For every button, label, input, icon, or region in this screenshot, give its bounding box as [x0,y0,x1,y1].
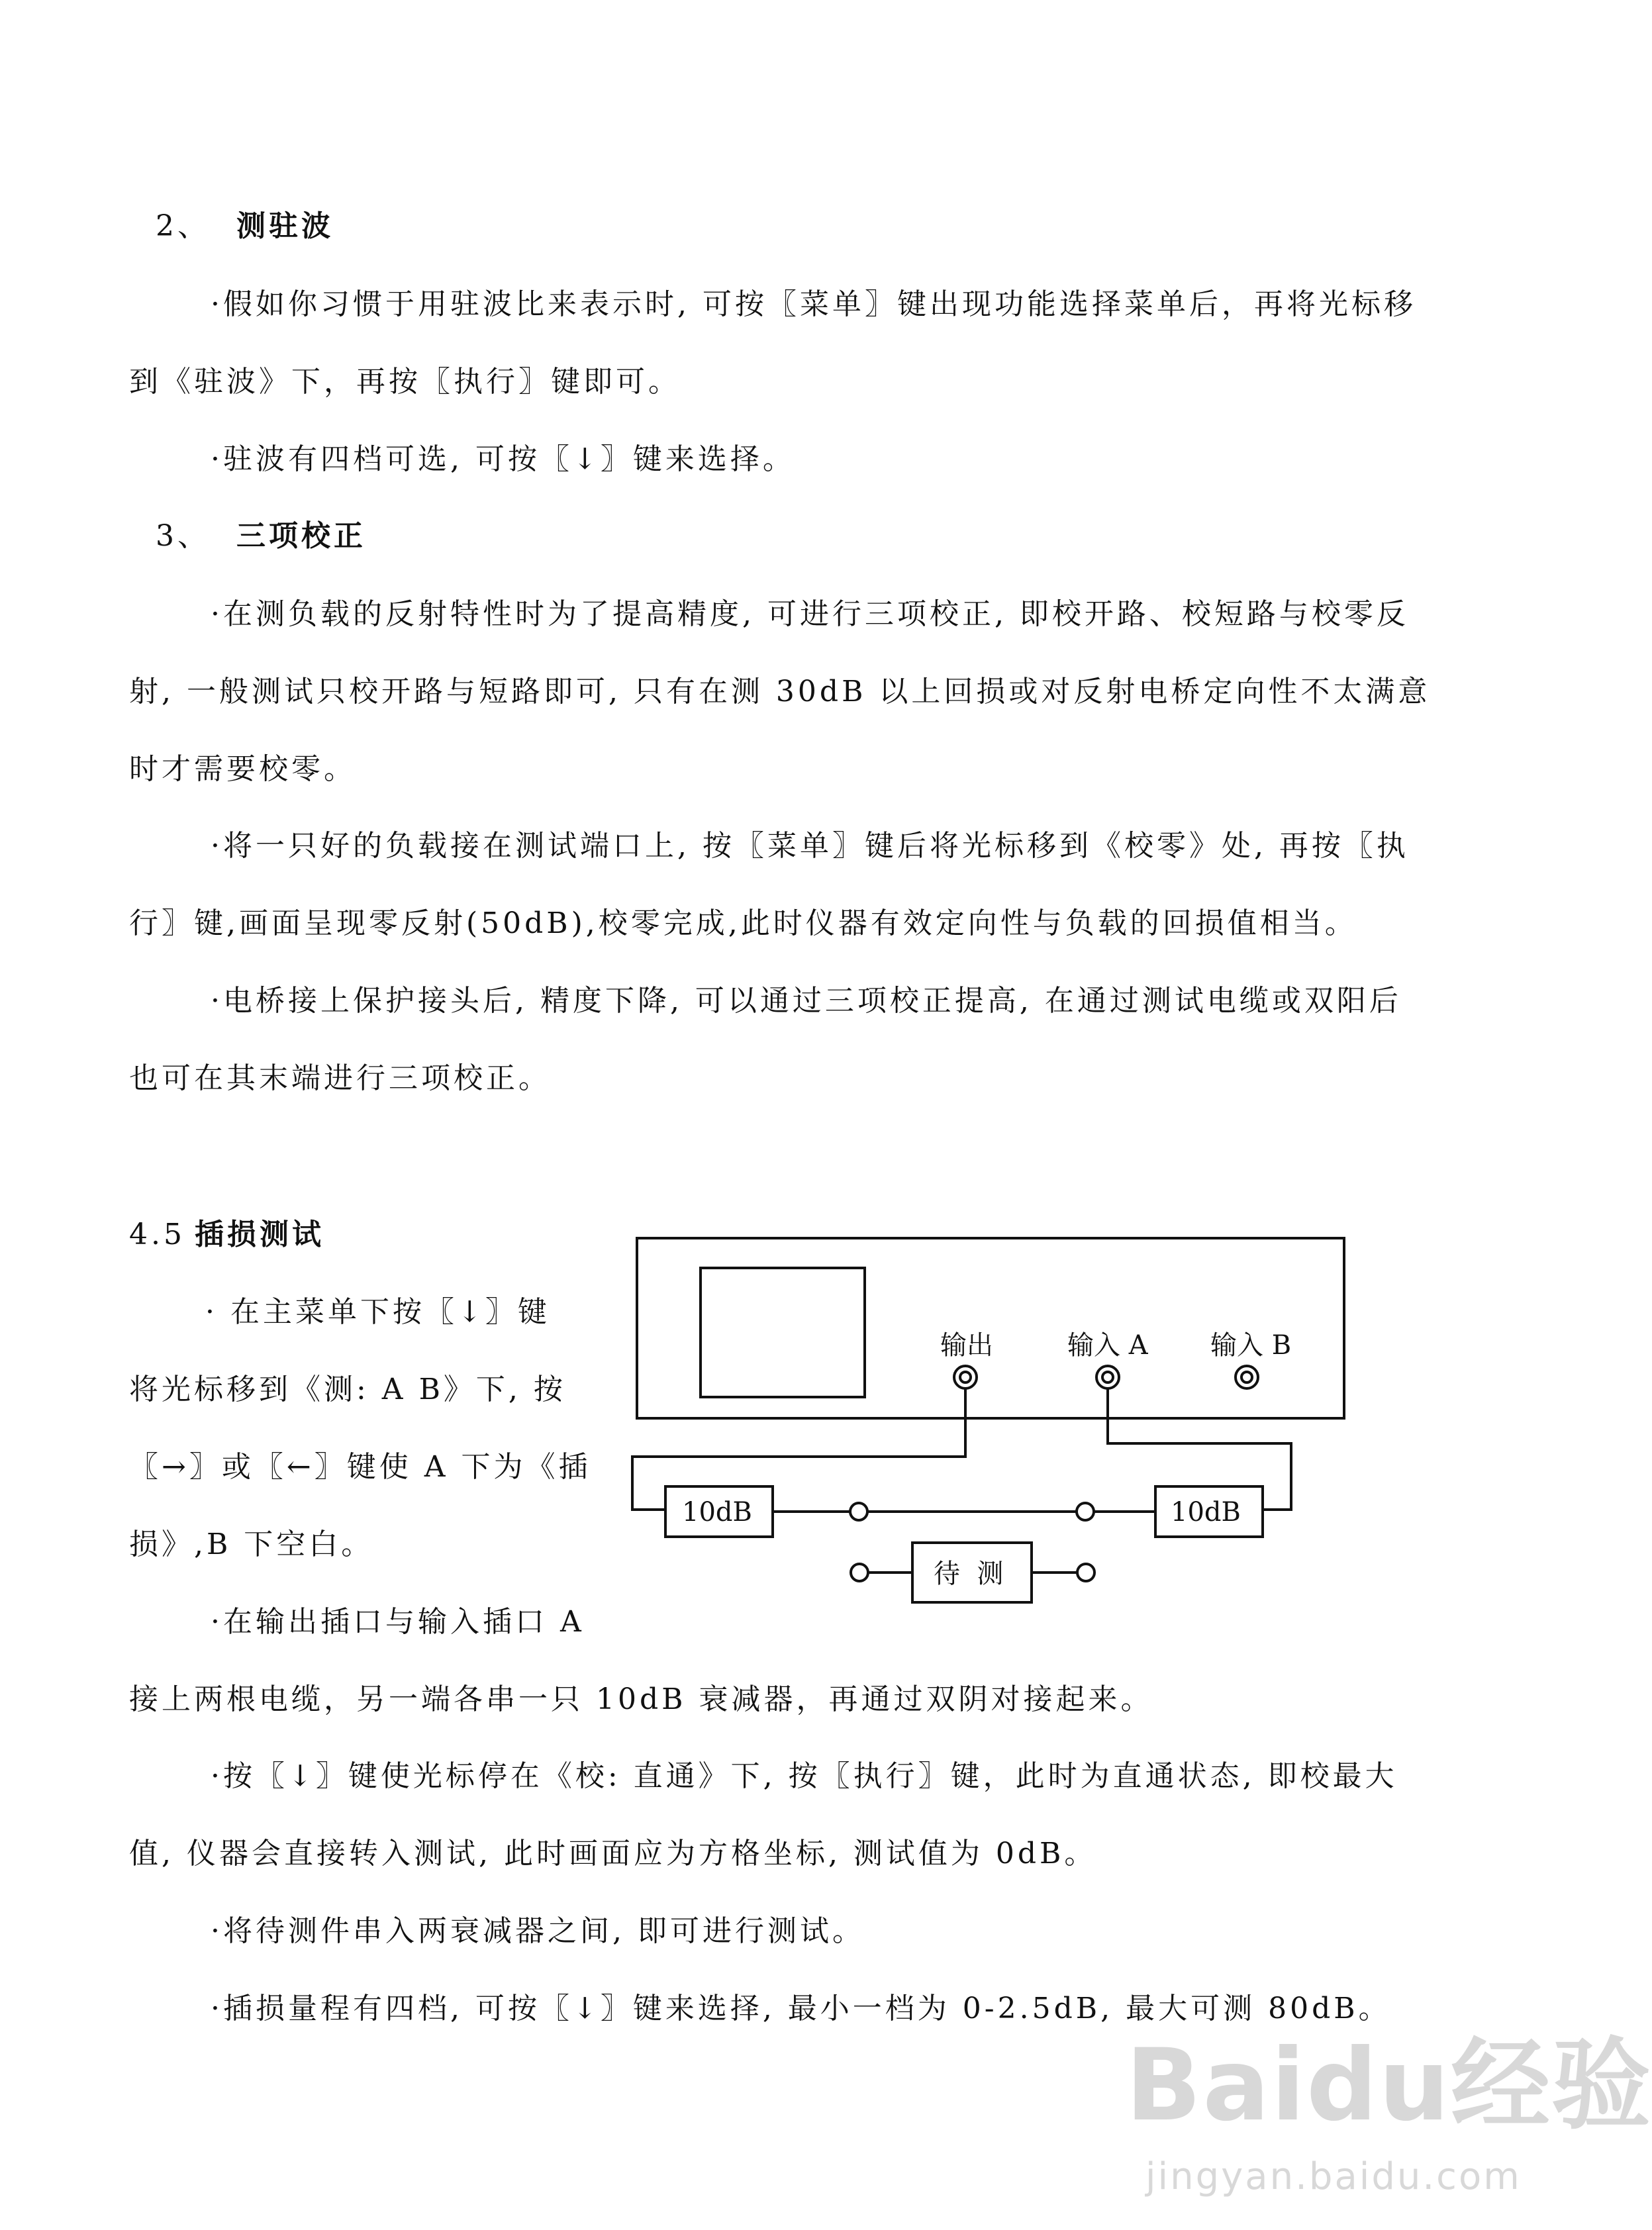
paragraph-line: 射, 一般测试只校开路与短路即可, 只有在测 30dB 以上回损或对反射电桥定向性不太满意 [129,675,1431,708]
section-title: 测驻波 [236,209,334,243]
section-number: 4.5 [129,1218,185,1251]
paragraph-line: ·将一只好的负载接在测试端口上, 按〖菜单〗键后将光标移到《校零》处, 再按〖执 [211,829,1409,863]
watermark-logo: Baidu经验 [1126,2028,1652,2143]
section-number: 3、 [156,519,210,553]
label-attenuator-left: 10dB [682,1497,752,1527]
paragraph-line: 接上两根电缆，另一端各串一只 10dB 衰减器，再通过双阴对接起来。 [129,1682,1153,1716]
paragraph-line: 损》,B 下空白。 [129,1527,374,1561]
label-output: 输出 [940,1330,993,1361]
instrument-screen [701,1268,865,1397]
baidu-watermark [1126,2028,1652,2208]
connector-icon [1077,1503,1094,1520]
paragraph-line: ·将待测件串入两衰减器之间, 即可进行测试。 [211,1914,865,1948]
connector-icon [1077,1564,1094,1581]
paragraph-line: ·驻波有四档可选, 可按〖↓〗键来选择。 [211,442,795,476]
paragraph-line: · 在主菜单下按〖↓〗键 [205,1295,550,1329]
label-input-b: 输入 B [1210,1330,1292,1361]
paragraph-line: 也可在其末端进行三项校正。 [129,1061,551,1095]
section-title: 三项校正 [236,519,366,553]
paragraph-line: 值, 仪器会直接转入测试, 此时画面应为方格坐标, 测试值为 0dB。 [129,1837,1097,1870]
paragraph-line: ·在测负载的反射特性时为了提高精度, 可进行三项校正, 即校开路、校短路与校零反 [211,597,1409,631]
paragraph-line: 〖→〗或〖←〗键使 A 下为《插 [129,1450,591,1484]
paragraph-line: 将光标移到《测: A B》下, 按 [129,1373,566,1406]
paragraph-line: ·插损量程有四档, 可按〖↓〗键来选择, 最小一档为 0-2.5dB, 最大可测 80dB。 [211,1992,1391,2025]
paragraph-line: 时才需要校零。 [129,752,356,786]
paragraph-line: ·电桥接上保护接头后, 精度下降, 可以通过三项校正提高, 在通过测试电缆或双阳后 [211,984,1402,1018]
connector-icon [851,1564,868,1581]
paragraph-line: 行〗键,画面呈现零反射(50dB),校零完成,此时仪器有效定向性与负载的回损值相当。 [129,906,1357,940]
paragraph-line: ·在输出插口与输入插口 A [211,1605,585,1639]
label-dut: 待 测 [934,1559,1004,1589]
paragraph-line: ·假如你习惯于用驻波比来表示时, 可按〖菜单〗键出现功能选择菜单后，再将光标移 [211,287,1416,321]
instrument-box [637,1238,1344,1418]
section-number: 2、 [156,209,210,243]
paragraph-line: 到《驻波》下，再按〖执行〗键即可。 [129,365,681,399]
paragraph-line: ·按〖↓〗键使光标停在《校: 直通》下, 按〖执行〗键，此时为直通状态, 即校最大 [211,1759,1398,1793]
label-input-a: 输入 A [1067,1330,1148,1361]
watermark-url: jingyan.baidu.com [1145,2155,1522,2198]
section-title: 插损测试 [194,1218,324,1251]
connector-icon [850,1503,867,1520]
label-attenuator-right: 10dB [1171,1497,1241,1527]
